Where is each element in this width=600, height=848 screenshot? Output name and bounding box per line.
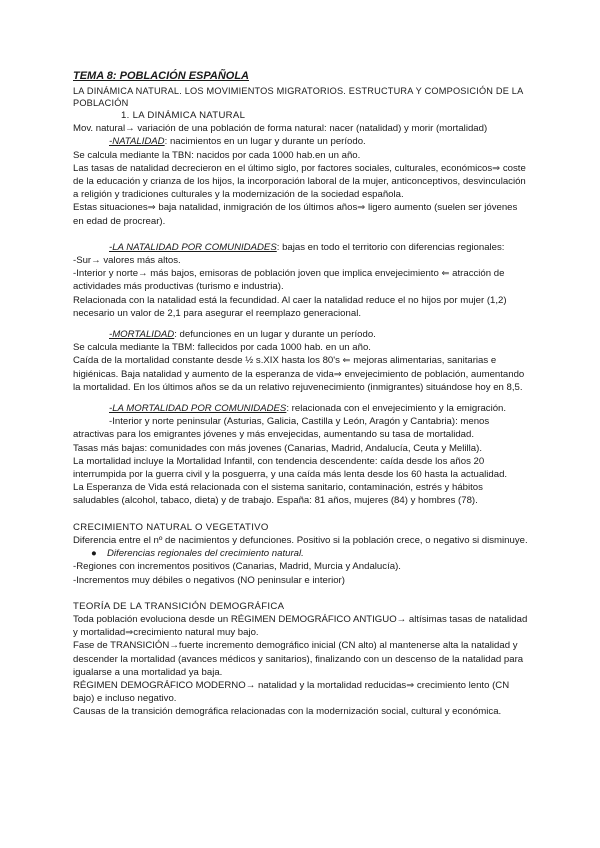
paragraph-crecimiento-def: Diferencia entre el nº de nacimientos y defunciones. Positivo si la población crece, o negativo si disminuye. xyxy=(73,534,528,546)
term-natalidad: -NATALIDAD xyxy=(109,136,165,148)
paragraph-fase-transicion: Fase de TRANSICIÓN→fuerte incremento demográfico inicial (CN alto) al mantenerse alta la natalidad y descender la mortalidad (avances médicos y sanitarios), finalizando con un descenso de la natalidad para igualarse a una mortalidad ya baja. xyxy=(73,640,524,678)
def-mortalidad: : defunciones en un lugar y durante un período. xyxy=(174,329,376,341)
section-heading-transicion: TEORÍA DE LA TRANSICIÓN DEMOGRÁFICA xyxy=(73,600,285,612)
paragraph-causas: Causas de la transición demográfica relacionadas con la modernización social, cultural y económica. xyxy=(73,706,502,718)
paragraph-fecundidad: Relacionada con la natalidad está la fecundidad. Al caer la natalidad reduce el no hijos por mujer (1,2) necesario un valor de 2,1 para asegurar el reemplazo generacional. xyxy=(73,294,507,319)
paragraph-natalidad xyxy=(73,135,528,148)
def-natalidad: : nacimientos en un lugar y durante un período. xyxy=(164,136,366,148)
paragraph-interior-norte: -Interior y norte→ más bajos, emisoras de población joven que implica envejecimiento ⇐ atracción de actividades más productivas (turismo e industria). xyxy=(73,268,505,293)
bullet-dot-icon: ● xyxy=(91,548,97,560)
paragraph-tasas-bajas: Tasas más bajas: comunidades con más jovenes (Canarias, Madrid, Andalucía, Ceuta y Melilla). xyxy=(73,442,482,454)
paragraph-mortalidad-infantil: La mortalidad incluye la Mortalidad Infantil, con tendencia descendente: caída desde los años 20 interrumpida por la guerra civil y la posguerra, y una caída más lenta desde los 60 hasta la actualidad. xyxy=(73,455,508,481)
document-subtitle: LA DINÁMICA NATURAL. LOS MOVIMIENTOS MIGRATORIOS. ESTRUCTURA Y COMPOSICIÓN DE LA POBLACIÓN xyxy=(73,86,523,108)
paragraph-tbn: Se calcula mediante la TBN: nacidos por cada 1000 hab.en un año. xyxy=(73,149,361,161)
paragraph-tasas: Las tasas de natalidad decrecieron en el último siglo, por factores sociales, culturales, económicos⇒ coste de la educación y crianza de los hijos, la incorporación laboral de la mujer, anticonceptivos, desvinculación a religión y tradiciones culturales y la modernización de la sociedad española. xyxy=(73,162,526,201)
term-mortalidad-comunidades: -LA MORTALIDAD POR COMUNIDADES xyxy=(109,403,287,415)
paragraph-caida: Caída de la mortalidad constante desde ½ s.XIX hasta los 80's ⇐ mejoras alimentarias, sanitarias e higiénicas. Baja natalidad y aumento de la esperanza de vida⇒ envejecimiento de población, aumentando la mortalidad. En los últimos años se da un relativo rejuvenecimiento (inmigrantes) situándose hoy en 8,5. xyxy=(73,355,525,393)
paragraph-incrementos-debiles: -Incrementos muy débiles o negativos (NO peninsular e interior) xyxy=(73,574,345,586)
paragraph-sur: -Sur→ valores más altos. xyxy=(73,255,181,267)
term-mortalidad: -MORTALIDAD xyxy=(109,329,175,341)
paragraph-mov-natural: Mov. natural→ variación de una población de forma natural: nacer (natalidad) y morir (mortalidad) xyxy=(73,123,488,135)
def-mortalidad-comunidades: : relacionada con el envejecimiento y la emigración. xyxy=(286,403,507,415)
document-page xyxy=(73,70,528,719)
bullet-text: Diferencias regionales del crecimiento natural. xyxy=(107,548,304,560)
paragraph-regiones-positivas: -Regiones con incrementos positivos (Canarias, Madrid, Murcia y Andalucía). xyxy=(73,561,401,573)
paragraph-tbm: Se calcula mediante la TBM: fallecidos por cada 1000 hab. en un año. xyxy=(73,342,371,354)
paragraph-natalidad-comunidades xyxy=(73,241,528,254)
paragraph-peninsular: -Interior y norte peninsular (Asturias, Galicia, Castilla y León, Aragón y Cantabria): menos atractivas para los emigrantes jóvenes y más envejecidas, aumentando su tasa de mortalidad. xyxy=(73,416,490,441)
paragraph-regimen-moderno: RÉGIMEN DEMOGRÁFICO MODERNO→ natalidad y la mortalidad reducidas⇒ crecimiento lento (CN bajo) e incluso negativo. xyxy=(73,679,510,705)
paragraph-mortalidad xyxy=(73,328,528,341)
paragraph-estas: Estas situaciones⇒ baja natalidad, inmigración de los últimos años⇒ ligero aumento (suelen ser jóvenes en edad de procrear). xyxy=(73,202,518,227)
section-heading-crecimiento: CRECIMIENTO NATURAL O VEGETATIVO xyxy=(73,521,269,533)
section-heading-dinamica: 1. LA DINÁMICA NATURAL xyxy=(121,110,246,121)
bullet-diferencias-regionales xyxy=(73,547,528,560)
paragraph-mortalidad-comunidades xyxy=(73,402,528,415)
def-natalidad-comunidades: : bajas en todo el territorio con diferencias regionales: xyxy=(276,241,505,253)
document-title: TEMA 8: POBLACIÓN ESPAÑOLA xyxy=(73,70,250,82)
paragraph-esperanza-vida: La Esperanza de Vida está relacionada con el sistema sanitario, contaminación, estrés y hábitos saludables (alcohol, tabaco, dieta) y de trabajo. España: 81 años, mujeres (84) y hombres (78). xyxy=(73,482,483,507)
paragraph-regimen-antiguo: Toda población evoluciona desde un RÉGIMEN DEMOGRÁFICO ANTIGUO→ altísimas tasas de natalidad y mortalidad⇒crecimiento natural muy bajo. xyxy=(73,613,528,639)
term-natalidad-comunidades: -LA NATALIDAD POR COMUNIDADES xyxy=(109,241,277,253)
